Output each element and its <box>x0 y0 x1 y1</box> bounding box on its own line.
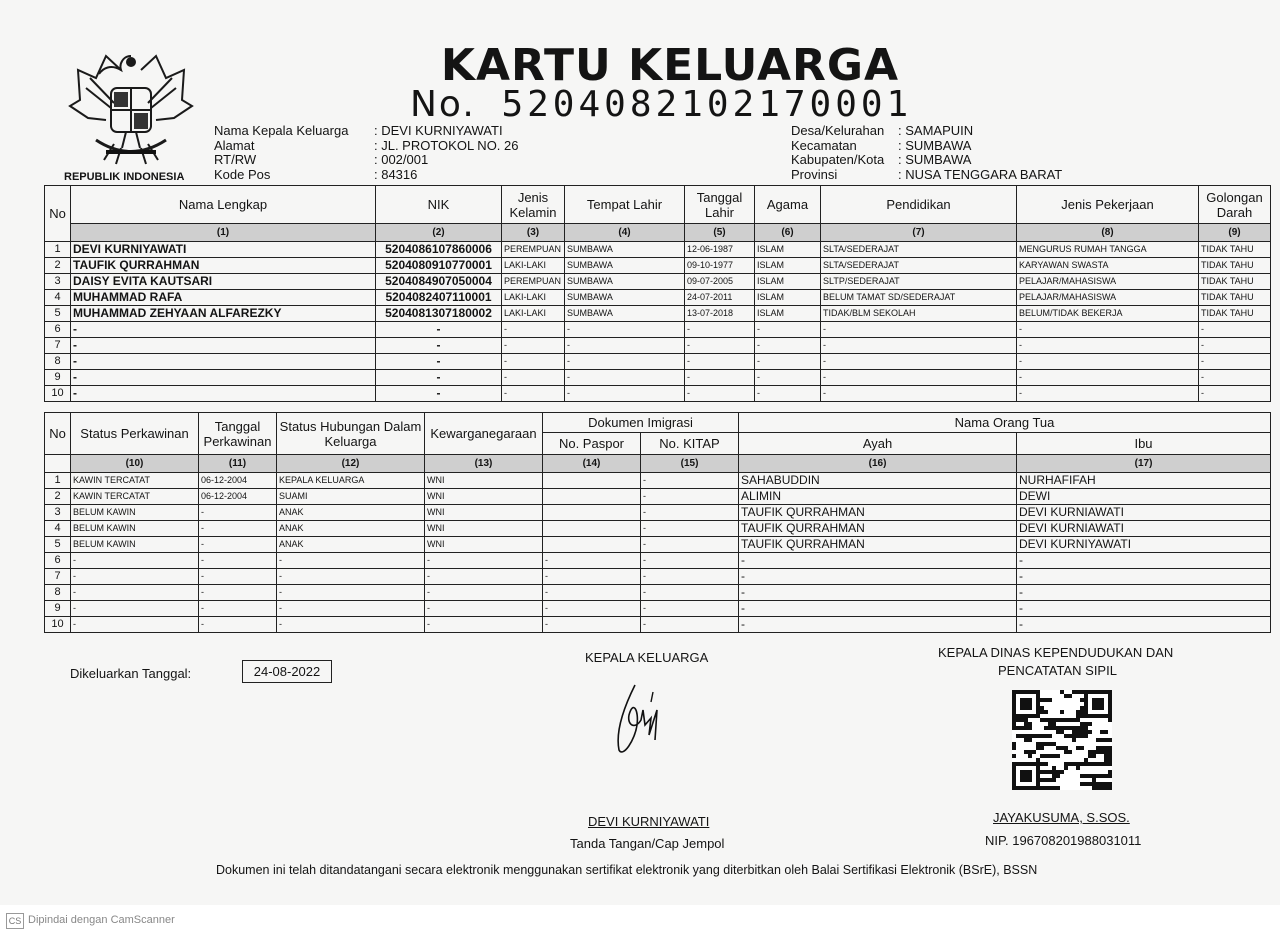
cell-jk: PEREMPUAN <box>502 274 565 290</box>
cell-tempat: SUMBAWA <box>565 290 685 306</box>
col-header-tanggal-perkawinan: Tanggal Perkawinan <box>199 413 277 455</box>
kepala-keluarga-name: DEVI KURNIYAWATI <box>588 814 710 829</box>
table-row <box>45 601 1271 617</box>
cell-tgl: - <box>685 370 755 386</box>
field-label: Desa/Kelurahan <box>791 123 885 138</box>
cell-nama: TAUFIK QURRAHMAN <box>71 258 376 274</box>
cell-ibu: DEWI <box>1017 489 1271 505</box>
cell-ibu: - <box>1017 617 1271 633</box>
field-value: : SAMAPUIN <box>898 123 974 138</box>
cell-tgl: - <box>199 553 277 569</box>
cell-ayah: - <box>739 569 1017 585</box>
cell-kitap: - <box>641 569 739 585</box>
field-label: Kode Pos <box>214 166 271 182</box>
cell-tgl: - <box>685 322 755 338</box>
col-header-agama: Agama <box>755 186 821 224</box>
cell-kitap: - <box>641 521 739 537</box>
cell-tgl: - <box>199 569 277 585</box>
cell-hub: - <box>277 553 425 569</box>
col-number: (5) <box>685 224 755 242</box>
cell-tgl: - <box>199 585 277 601</box>
table-row <box>45 386 1271 402</box>
cell-no: 9 <box>45 601 71 617</box>
cell-ibu: NURHAFIFAH <box>1017 473 1271 489</box>
cell-pendidikan: SLTA/SEDERAJAT <box>821 242 1017 258</box>
col-number: (11) <box>199 455 277 473</box>
cell-tempat: - <box>565 370 685 386</box>
qr-code-icon <box>1012 690 1112 790</box>
cell-kwn: - <box>425 617 543 633</box>
field-value: : DEVI KURNIYAWATI <box>374 123 503 138</box>
kk-number <box>410 84 912 125</box>
cell-nama: DEVI KURNIYAWATI <box>71 242 376 258</box>
cell-no: 10 <box>45 617 71 633</box>
cell-no: 5 <box>45 537 71 553</box>
table-row <box>45 489 1271 505</box>
cell-hub: - <box>277 569 425 585</box>
cell-kwn: - <box>425 569 543 585</box>
cell-no: 2 <box>45 489 71 505</box>
signature-icon <box>605 680 675 760</box>
cell-agama: ISLAM <box>755 290 821 306</box>
cell-paspor: - <box>543 617 641 633</box>
col-header-pendidikan: Pendidikan <box>821 186 1017 224</box>
cell-status: - <box>71 585 199 601</box>
col-number-empty <box>45 455 71 473</box>
cell-ibu: DEVI KURNIYAWATI <box>1017 537 1271 553</box>
cell-hub: - <box>277 617 425 633</box>
cell-tgl: - <box>199 537 277 553</box>
cell-kwn: WNI <box>425 505 543 521</box>
cell-kwn: WNI <box>425 473 543 489</box>
cell-ibu: - <box>1017 601 1271 617</box>
field-label: Alamat <box>214 137 255 153</box>
cell-kwn: WNI <box>425 537 543 553</box>
cell-ayah: TAUFIK QURRAHMAN <box>739 521 1017 537</box>
cell-pendidikan: SLTA/SEDERAJAT <box>821 258 1017 274</box>
field-value: : NUSA TENGGARA BARAT <box>898 166 1063 182</box>
cell-pekerjaan: BELUM/TIDAK BEKERJA <box>1017 306 1199 322</box>
kk-number-value: 5204082102170001 <box>501 84 913 125</box>
cell-no: 8 <box>45 354 71 370</box>
cell-jk: LAKI-LAKI <box>502 290 565 306</box>
cell-status: - <box>71 553 199 569</box>
document-title: KARTU KELUARGA <box>440 40 900 91</box>
cell-status: - <box>71 569 199 585</box>
cell-tempat: SUMBAWA <box>565 242 685 258</box>
cell-agama: ISLAM <box>755 242 821 258</box>
cell-ayah: - <box>739 585 1017 601</box>
cell-ibu: DEVI KURNIAWATI <box>1017 505 1271 521</box>
cell-kitap: - <box>641 505 739 521</box>
cell-agama: ISLAM <box>755 258 821 274</box>
cell-kitap: - <box>641 489 739 505</box>
cell-nama: - <box>71 354 376 370</box>
table-row <box>45 537 1271 553</box>
table-row <box>45 617 1271 633</box>
col-number: (17) <box>1017 455 1271 473</box>
cell-nik: 5204082407110001 <box>376 290 502 306</box>
cell-tgl: 13-07-2018 <box>685 306 755 322</box>
cell-agama: ISLAM <box>755 306 821 322</box>
cell-status: KAWIN TERCATAT <box>71 473 199 489</box>
cell-no: 9 <box>45 370 71 386</box>
cell-no: 3 <box>45 274 71 290</box>
issued-label: Dikeluarkan Tanggal: <box>70 666 192 681</box>
col-header-ibu: Ibu <box>1017 433 1271 455</box>
cell-status: BELUM KAWIN <box>71 537 199 553</box>
cell-tempat: - <box>565 338 685 354</box>
table-row <box>45 370 1271 386</box>
col-number: (10) <box>71 455 199 473</box>
table-row <box>45 306 1271 322</box>
left-header-labels <box>214 124 348 182</box>
field-value: : 002/001 <box>374 152 429 167</box>
cell-hub: ANAK <box>277 521 425 537</box>
cell-pekerjaan: - <box>1017 338 1199 354</box>
cell-pekerjaan: - <box>1017 322 1199 338</box>
cell-paspor <box>543 521 641 537</box>
cell-ibu: - <box>1017 569 1271 585</box>
field-value: : JL. PROTOKOL NO. 26 <box>374 137 519 153</box>
cell-paspor: - <box>543 569 641 585</box>
col-number: (3) <box>502 224 565 242</box>
cell-jk: PEREMPUAN <box>502 242 565 258</box>
col-header-golongan-darah: Golongan Darah <box>1199 186 1271 224</box>
cell-ibu: DEVI KURNIAWATI <box>1017 521 1271 537</box>
table-row <box>45 521 1271 537</box>
cell-pendidikan: - <box>821 354 1017 370</box>
cell-ayah: - <box>739 617 1017 633</box>
cell-jk: LAKI-LAKI <box>502 306 565 322</box>
table-row <box>45 258 1271 274</box>
cell-kwn: - <box>425 553 543 569</box>
cell-gol: TIDAK TAHU <box>1199 242 1271 258</box>
cell-hub: SUAMI <box>277 489 425 505</box>
table-row <box>45 569 1271 585</box>
cell-hub: ANAK <box>277 505 425 521</box>
cell-tempat: SUMBAWA <box>565 258 685 274</box>
table-row <box>45 354 1271 370</box>
cell-jk: - <box>502 354 565 370</box>
cell-pendidikan: - <box>821 370 1017 386</box>
cell-no: 10 <box>45 386 71 402</box>
cell-nama: DAISY EVITA KAUTSARI <box>71 274 376 290</box>
cell-no: 3 <box>45 505 71 521</box>
cell-agama: - <box>755 338 821 354</box>
right-header-labels <box>791 124 884 182</box>
right-header-values <box>898 124 1062 182</box>
cell-pekerjaan: - <box>1017 370 1199 386</box>
cell-paspor <box>543 489 641 505</box>
cell-pendidikan: BELUM TAMAT SD/SEDERAJAT <box>821 290 1017 306</box>
cell-gol: - <box>1199 322 1271 338</box>
table-row <box>45 242 1271 258</box>
cell-nik: - <box>376 354 502 370</box>
cell-no: 6 <box>45 553 71 569</box>
field-label: Provinsi <box>791 166 838 182</box>
field-label: RT/RW <box>214 152 257 167</box>
cell-pendidikan: TIDAK/BLM SEKOLAH <box>821 306 1017 322</box>
cell-paspor: - <box>543 601 641 617</box>
cell-pekerjaan: - <box>1017 354 1199 370</box>
cell-tempat: SUMBAWA <box>565 306 685 322</box>
col-header-nama-orang-tua: Nama Orang Tua <box>739 413 1271 433</box>
cell-tgl: 06-12-2004 <box>199 489 277 505</box>
cell-kitap: - <box>641 553 739 569</box>
scanner-text: Dipindai dengan CamScanner <box>28 914 175 926</box>
table-row <box>45 473 1271 489</box>
cell-nik: 5204080910770001 <box>376 258 502 274</box>
col-number: (1) <box>71 224 376 242</box>
table-row <box>45 322 1271 338</box>
table-row <box>45 585 1271 601</box>
cell-kwn: WNI <box>425 521 543 537</box>
cell-pekerjaan: KARYAWAN SWASTA <box>1017 258 1199 274</box>
cell-ayah: TAUFIK QURRAHMAN <box>739 505 1017 521</box>
cell-nik: - <box>376 370 502 386</box>
table-row <box>45 553 1271 569</box>
cell-nama: MUHAMMAD RAFA <box>71 290 376 306</box>
field-label: Nama Kepala Keluarga <box>214 123 349 138</box>
electronic-signature-disclaimer: Dokumen ini telah ditandatangani secara elektronik menggunakan sertifikat elektronik yang diterbitkan oleh Balai Sertifikasi Elektronik (BSrE), BSSN <box>216 863 1038 877</box>
table-row <box>45 338 1271 354</box>
cell-status: KAWIN TERCATAT <box>71 489 199 505</box>
cell-jk: - <box>502 322 565 338</box>
cell-nik: 5204081307180002 <box>376 306 502 322</box>
cell-gol: - <box>1199 338 1271 354</box>
cell-gol: TIDAK TAHU <box>1199 306 1271 322</box>
kk-number-label: No. <box>410 84 476 125</box>
cell-jk: - <box>502 370 565 386</box>
cell-tgl: 12-06-1987 <box>685 242 755 258</box>
col-number: (14) <box>543 455 641 473</box>
col-number: (8) <box>1017 224 1199 242</box>
col-header-nama: Nama Lengkap <box>71 186 376 224</box>
cell-kwn: - <box>425 585 543 601</box>
family-members-table <box>44 185 1271 402</box>
col-header-no-paspor: No. Paspor <box>543 433 641 455</box>
cell-ayah: TAUFIK QURRAHMAN <box>739 537 1017 553</box>
cell-no: 6 <box>45 322 71 338</box>
cell-jk: - <box>502 338 565 354</box>
cell-nik: - <box>376 386 502 402</box>
camscanner-logo-icon: CS <box>6 913 24 929</box>
cell-nama: - <box>71 322 376 338</box>
cell-kitap: - <box>641 585 739 601</box>
cell-paspor <box>543 473 641 489</box>
cell-pendidikan: - <box>821 386 1017 402</box>
cell-agama: - <box>755 386 821 402</box>
cell-no: 1 <box>45 473 71 489</box>
cell-tempat: - <box>565 322 685 338</box>
cell-kitap: - <box>641 601 739 617</box>
cell-tgl: 09-10-1977 <box>685 258 755 274</box>
cell-paspor <box>543 505 641 521</box>
col-number: (4) <box>565 224 685 242</box>
cell-ayah: - <box>739 601 1017 617</box>
col-header-tempat-lahir: Tempat Lahir <box>565 186 685 224</box>
col-header-jenis-kelamin: Jenis Kelamin <box>502 186 565 224</box>
col-header-tanggal-lahir: Tanggal Lahir <box>685 186 755 224</box>
cell-no: 2 <box>45 258 71 274</box>
cell-tempat: - <box>565 386 685 402</box>
cell-pekerjaan: PELAJAR/MAHASISWA <box>1017 274 1199 290</box>
republic-label: REPUBLIK INDONESIA <box>64 171 185 183</box>
cell-agama: ISLAM <box>755 274 821 290</box>
cell-tempat: SUMBAWA <box>565 274 685 290</box>
cell-ibu: - <box>1017 585 1271 601</box>
cell-no: 5 <box>45 306 71 322</box>
cell-tgl: 24-07-2011 <box>685 290 755 306</box>
cell-tgl: 09-07-2005 <box>685 274 755 290</box>
cell-gol: TIDAK TAHU <box>1199 258 1271 274</box>
cell-paspor <box>543 537 641 553</box>
col-header-nik: NIK <box>376 186 502 224</box>
cell-kitap: - <box>641 537 739 553</box>
cell-tgl: - <box>199 521 277 537</box>
cell-tgl: - <box>685 354 755 370</box>
table-row <box>45 274 1271 290</box>
cell-nama: - <box>71 386 376 402</box>
cell-ibu: - <box>1017 553 1271 569</box>
col-header-dokumen-imigrasi: Dokumen Imigrasi <box>543 413 739 433</box>
cell-hub: - <box>277 585 425 601</box>
cell-tgl: - <box>685 338 755 354</box>
col-number: (13) <box>425 455 543 473</box>
cell-no: 7 <box>45 338 71 354</box>
cell-tgl: - <box>199 601 277 617</box>
cell-pekerjaan: PELAJAR/MAHASISWA <box>1017 290 1199 306</box>
field-value: : SUMBAWA <box>898 152 972 167</box>
col-header-no: No <box>45 413 71 455</box>
cell-agama: - <box>755 354 821 370</box>
field-value: : SUMBAWA <box>898 137 972 153</box>
cell-nik: - <box>376 322 502 338</box>
cell-nama: MUHAMMAD ZEHYAAN ALFAREZKY <box>71 306 376 322</box>
cell-ayah: ALIMIN <box>739 489 1017 505</box>
cell-tgl: 06-12-2004 <box>199 473 277 489</box>
field-label: Kabupaten/Kota <box>791 152 885 167</box>
cell-pekerjaan: MENGURUS RUMAH TANGGA <box>1017 242 1199 258</box>
cell-kitap: - <box>641 473 739 489</box>
cell-ayah: - <box>739 553 1017 569</box>
cell-tgl: - <box>199 505 277 521</box>
cell-hub: - <box>277 601 425 617</box>
cell-agama: - <box>755 370 821 386</box>
cell-nik: 5204084907050004 <box>376 274 502 290</box>
cell-status: - <box>71 601 199 617</box>
cell-no: 4 <box>45 290 71 306</box>
cell-pendidikan: - <box>821 322 1017 338</box>
cell-no: 4 <box>45 521 71 537</box>
cell-hub: ANAK <box>277 537 425 553</box>
col-header-no-kitap: No. KITAP <box>641 433 739 455</box>
cell-pendidikan: - <box>821 338 1017 354</box>
cell-paspor: - <box>543 585 641 601</box>
official-name: JAYAKUSUMA, S.SOS. <box>993 810 1130 825</box>
cell-nama: - <box>71 338 376 354</box>
cell-gol: TIDAK TAHU <box>1199 274 1271 290</box>
col-number: (6) <box>755 224 821 242</box>
table-row <box>45 290 1271 306</box>
col-header-jenis-pekerjaan: Jenis Pekerjaan <box>1017 186 1199 224</box>
cell-gol: TIDAK TAHU <box>1199 290 1271 306</box>
cell-paspor: - <box>543 553 641 569</box>
col-number: (16) <box>739 455 1017 473</box>
col-number: (12) <box>277 455 425 473</box>
cell-gol: - <box>1199 386 1271 402</box>
cell-kitap: - <box>641 617 739 633</box>
kepala-keluarga-label: KEPALA KELUARGA <box>585 650 709 665</box>
field-label: Kecamatan <box>791 137 857 153</box>
cell-status: - <box>71 617 199 633</box>
issued-date: 24-08-2022 <box>242 660 332 683</box>
col-number: (7) <box>821 224 1017 242</box>
cell-no: 8 <box>45 585 71 601</box>
cell-tempat: - <box>565 354 685 370</box>
col-header-no: No <box>45 186 71 242</box>
official-nip: NIP. 196708201988031011 <box>985 833 1142 848</box>
cell-status: BELUM KAWIN <box>71 521 199 537</box>
col-header-status-perkawinan: Status Perkawinan <box>71 413 199 455</box>
cell-no: 7 <box>45 569 71 585</box>
col-header-ayah: Ayah <box>739 433 1017 455</box>
col-header-status-hubungan: Status Hubungan Dalam Keluarga <box>277 413 425 455</box>
cell-no: 1 <box>45 242 71 258</box>
cell-nik: - <box>376 338 502 354</box>
col-number: (9) <box>1199 224 1271 242</box>
cell-kwn: WNI <box>425 489 543 505</box>
field-value: : 84316 <box>374 166 418 182</box>
table-row <box>45 505 1271 521</box>
cell-pekerjaan: - <box>1017 386 1199 402</box>
cell-agama: - <box>755 322 821 338</box>
cell-pendidikan: SLTP/SEDERAJAT <box>821 274 1017 290</box>
cell-status: BELUM KAWIN <box>71 505 199 521</box>
dinas-label-2: PENCATATAN SIPIL <box>998 663 1117 678</box>
cell-hub: KEPALA KELUARGA <box>277 473 425 489</box>
cell-ayah: SAHABUDDIN <box>739 473 1017 489</box>
cell-gol: - <box>1199 354 1271 370</box>
cell-tgl: - <box>199 617 277 633</box>
col-header-kewarganegaraan: Kewarganegaraan <box>425 413 543 455</box>
col-number: (15) <box>641 455 739 473</box>
cell-jk: - <box>502 386 565 402</box>
dinas-label-1: KEPALA DINAS KEPENDUDUKAN DAN <box>938 645 1174 660</box>
cell-jk: LAKI-LAKI <box>502 258 565 274</box>
signature-caption: Tanda Tangan/Cap Jempol <box>570 836 725 851</box>
cell-gol: - <box>1199 370 1271 386</box>
scanner-watermark-bar <box>0 905 1280 935</box>
cell-nik: 5204086107860006 <box>376 242 502 258</box>
cell-kwn: - <box>425 601 543 617</box>
col-number: (2) <box>376 224 502 242</box>
family-status-table <box>44 412 1271 633</box>
cell-tgl: - <box>685 386 755 402</box>
left-header-values <box>374 124 519 182</box>
cell-nama: - <box>71 370 376 386</box>
